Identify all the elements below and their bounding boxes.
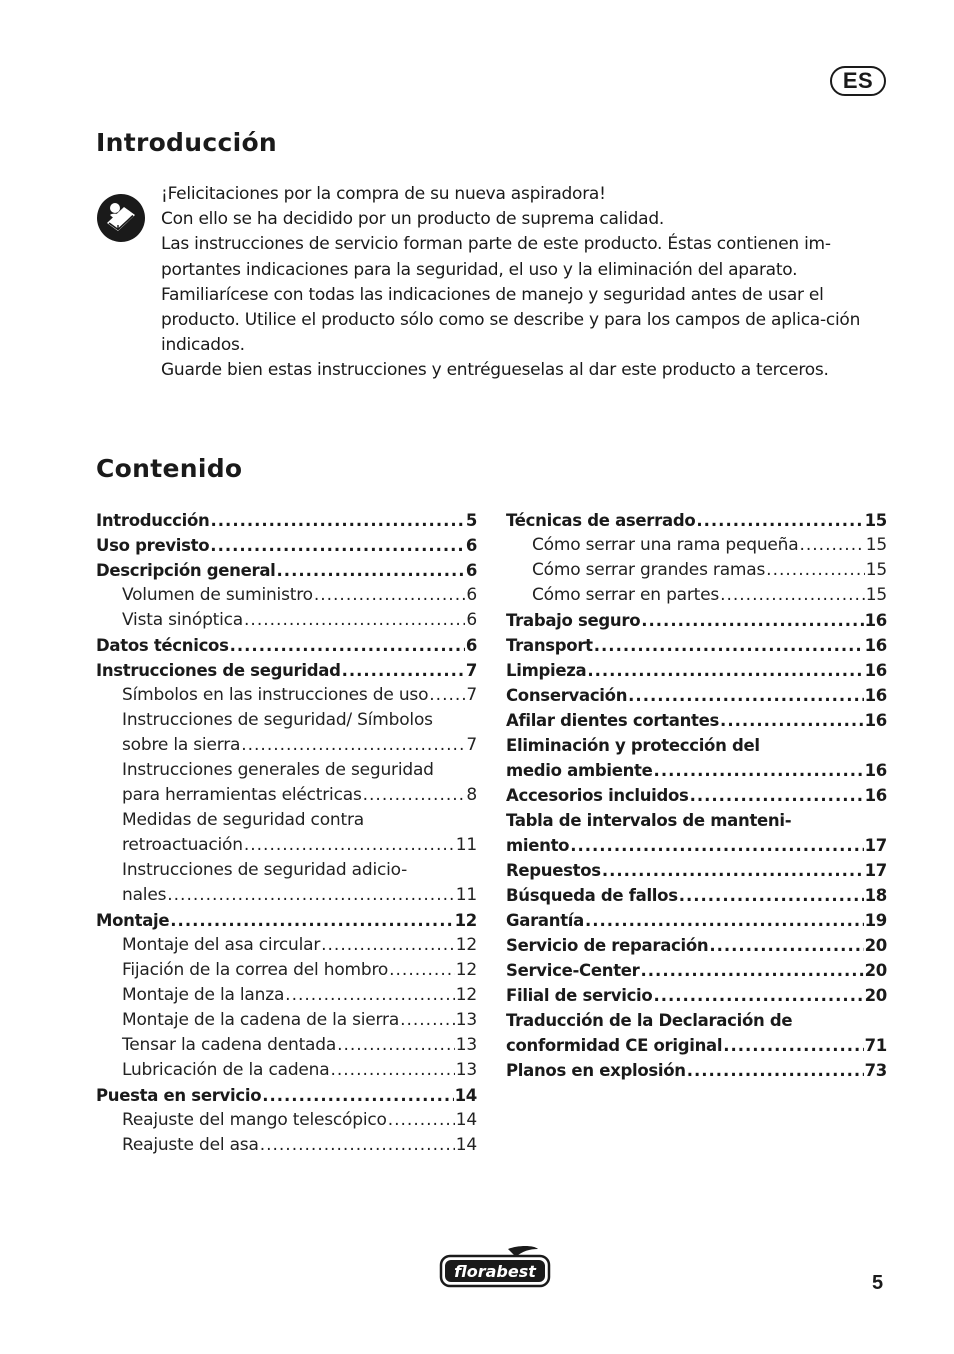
toc-page-number: 11 [455, 885, 477, 905]
toc-entry [96, 633, 477, 658]
toc-entry-title: Eliminación y protección del [506, 736, 760, 755]
toc-page-number: 13 [455, 1010, 477, 1030]
toc-page-number: 13 [455, 1060, 477, 1080]
toc-entry-title: Service-Center [506, 961, 640, 980]
toc-entry-title: Conservación [506, 686, 628, 705]
toc-entry-title: Descripción general [96, 561, 276, 580]
toc-subentry [96, 1058, 477, 1083]
toc-dot-leader [170, 908, 453, 933]
toc-dot-leader [766, 558, 865, 583]
toc-entry [506, 958, 887, 983]
toc-entry-title: Cómo serrar grandes ramas [532, 560, 766, 580]
toc-page-number: 14 [454, 1086, 477, 1105]
toc-subentry [96, 758, 477, 783]
toc-entry [506, 933, 887, 958]
toc-entry [506, 808, 887, 833]
toc-page-number: 20 [864, 986, 887, 1005]
toc-entry [506, 683, 887, 708]
toc-dot-leader [277, 558, 465, 583]
toc-entry [96, 658, 477, 683]
toc-page-number: 12 [454, 911, 477, 930]
toc-entry [506, 733, 887, 758]
toc-subentry [96, 1108, 477, 1133]
toc-dot-leader [594, 633, 864, 658]
toc-entry [506, 908, 887, 933]
toc-dot-leader [720, 583, 865, 608]
florabest-logo [438, 1245, 552, 1289]
toc-entry [96, 1083, 477, 1108]
toc-page-number: 16 [864, 711, 887, 730]
toc-dot-leader [429, 683, 465, 708]
toc-page-number: 12 [455, 960, 477, 980]
toc-dot-leader [641, 608, 863, 633]
toc-page-number: 6 [465, 636, 477, 655]
toc-page-number: 6 [466, 610, 477, 630]
toc-entry-title: miento [506, 836, 570, 855]
toc-page-number: 16 [864, 661, 887, 680]
toc-dot-leader [641, 958, 864, 983]
toc-entry-title: Transport [506, 636, 593, 655]
toc-page-number: 19 [864, 911, 887, 930]
toc-page-number: 8 [466, 785, 477, 805]
toc-entry-title: Técnicas de aserrado [506, 511, 696, 530]
toc-page-number: 16 [864, 686, 887, 705]
toc-dot-leader [241, 733, 465, 758]
toc-page-number: 17 [864, 861, 887, 880]
toc-subentry [96, 1133, 477, 1158]
toc-entry-title: Instrucciones de seguridad/ Símbolos [122, 710, 433, 730]
toc-entry-title: Tensar la cadena dentada [122, 1035, 337, 1055]
toc-entry-title: para herramientas eléctricas [122, 785, 362, 805]
toc-entry-title: Montaje del asa circular [122, 935, 321, 955]
toc-entry [96, 533, 477, 558]
toc-entry [506, 783, 887, 808]
toc-dot-leader [690, 783, 864, 808]
toc-entry [506, 708, 887, 733]
toc-page-number: 12 [455, 935, 477, 955]
toc-dot-leader [337, 1033, 455, 1058]
toc-entry-title: retroactuación [122, 835, 243, 855]
toc-entry [506, 1033, 887, 1058]
toc-entry-title: Lubricación de la cadena [122, 1060, 330, 1080]
toc-dot-leader [260, 1133, 455, 1158]
toc-entry-title: Traducción de la Declaración de [506, 1011, 793, 1030]
intro-paragraph: Guarde bien estas instrucciones y entrégueselas al dar este producto a terceros. [161, 360, 829, 381]
intro-paragraph: Las instrucciones de servicio forman parte de este producto. Éstas contienen im-portantes indicaciones para la seguridad, el uso y la eliminación del aparato. Familiarícese con todas las indicaciones de manejo y seguridad antes de usar el producto. Utilice el producto sólo como se describe y para los campos de aplica-ción indicados. [161, 234, 861, 356]
toc-entry-title: Montaje de la lanza [122, 985, 285, 1005]
toc-entry-title: Reajuste del mango telescópico [122, 1110, 387, 1130]
toc-page-number: 15 [864, 511, 887, 530]
toc-entry-title: Limpieza [506, 661, 587, 680]
toc-page-number: 16 [864, 611, 887, 630]
toc-page-number: 15 [865, 585, 887, 605]
toc-subentry [96, 958, 477, 983]
toc-page-number: 16 [864, 786, 887, 805]
toc-entry-title: Datos técnicos [96, 636, 229, 655]
toc-page-number: 16 [864, 761, 887, 780]
toc-entry-title: Vista sinóptica [122, 610, 244, 630]
toc-entry [96, 558, 477, 583]
toc-entry [506, 1058, 887, 1083]
toc-entry-title: Montaje de la cadena de la sierra [122, 1010, 400, 1030]
toc-page-number: 13 [455, 1035, 477, 1055]
toc-entry-title: Trabajo seguro [506, 611, 641, 630]
toc-page-number: 14 [455, 1135, 477, 1155]
toc-entry [506, 508, 887, 533]
toc-page-number: 7 [466, 685, 477, 705]
toc-dot-leader [679, 883, 864, 908]
toc-page-number: 5 [465, 511, 477, 530]
toc-page-number: 15 [865, 535, 887, 555]
toc-title: Contenido [96, 454, 243, 483]
toc-entry [506, 883, 887, 908]
toc-entry [506, 1008, 887, 1033]
toc-page-number: 7 [465, 661, 477, 680]
toc-entry-title: Accesorios incluidos [506, 786, 689, 805]
toc-dot-leader [321, 933, 455, 958]
toc-entry-title: Instrucciones generales de seguridad [122, 760, 434, 780]
toc-dot-leader [687, 1058, 864, 1083]
toc-subentry [96, 883, 477, 908]
toc-dot-leader [167, 883, 455, 908]
toc-entry-title: Símbolos en las instrucciones de uso [122, 685, 429, 705]
toc-entry [506, 658, 887, 683]
toc-entry-title: nales [122, 885, 167, 905]
toc-page-number: 6 [465, 536, 477, 555]
toc-entry [506, 983, 887, 1008]
toc-dot-leader [602, 858, 864, 883]
toc-entry-title: Puesta en servicio [96, 1086, 262, 1105]
toc-dot-leader [799, 533, 864, 558]
toc-entry-title: medio ambiente [506, 761, 653, 780]
toc-entry-title: Uso previsto [96, 536, 210, 555]
toc-subentry [96, 583, 477, 608]
intro-title: Introducción [96, 128, 278, 157]
toc-dot-leader [587, 658, 863, 683]
toc-page-number: 14 [455, 1110, 477, 1130]
toc-entry-title: Servicio de reparación [506, 936, 709, 955]
toc-entry [96, 908, 477, 933]
toc-entry [506, 608, 887, 633]
language-badge: ES [830, 66, 886, 96]
toc-entry-title: Medidas de seguridad contra [122, 810, 364, 830]
toc-entry-title: Instrucciones de seguridad [96, 661, 341, 680]
toc-entry [506, 633, 887, 658]
toc-dot-leader [262, 1083, 453, 1108]
toc-dot-leader [389, 958, 455, 983]
toc-subentry [96, 983, 477, 1008]
toc-entry-title: Búsqueda de fallos [506, 886, 678, 905]
toc-dot-leader [723, 1033, 863, 1058]
toc-entry-title: Repuestos [506, 861, 601, 880]
toc-left-column [96, 508, 477, 1158]
toc-entry [506, 758, 887, 783]
toc-dot-leader [628, 683, 863, 708]
toc-entry-title: Volumen de suministro [122, 585, 313, 605]
toc-subentry [506, 533, 887, 558]
read-manual-icon [96, 193, 146, 243]
toc-entry [506, 858, 887, 883]
toc-dot-leader [342, 658, 465, 683]
toc-page-number: 6 [465, 561, 477, 580]
toc-subentry [96, 833, 477, 858]
toc-dot-leader [244, 608, 465, 633]
toc-entry-title: Instrucciones de seguridad adicio- [122, 860, 408, 880]
intro-paragraph: ¡Felicitaciones por la compra de su nueva aspiradora! [161, 184, 606, 204]
page-number: 5 [872, 1272, 884, 1294]
toc-entry-title: Afilar dientes cortantes [506, 711, 720, 730]
toc-dot-leader [330, 1058, 454, 1083]
toc-page-number: 12 [455, 985, 477, 1005]
toc-dot-leader [653, 983, 863, 1008]
toc-dot-leader [314, 583, 466, 608]
toc-entry-title: Tabla de intervalos de manteni- [506, 811, 792, 830]
toc-entry-title: Reajuste del asa [122, 1135, 259, 1155]
toc-page-number: 18 [864, 886, 887, 905]
toc-page-number: 6 [466, 585, 477, 605]
toc-entry-title: conformidad CE original [506, 1036, 723, 1055]
toc-subentry [96, 708, 477, 733]
toc-subentry [96, 608, 477, 633]
toc-entry-title: sobre la sierra [122, 735, 241, 755]
toc-entry-title: Cómo serrar en partes [532, 585, 720, 605]
intro-text [161, 182, 891, 384]
toc-page-number: 73 [864, 1061, 887, 1080]
toc-subentry [96, 858, 477, 883]
toc-dot-leader [570, 833, 863, 858]
toc-page-number: 15 [865, 560, 887, 580]
toc-dot-leader [244, 833, 455, 858]
toc-subentry [506, 583, 887, 608]
toc-subentry [96, 683, 477, 708]
toc-dot-leader [400, 1008, 455, 1033]
toc-page-number: 7 [466, 735, 477, 755]
toc-entry-title: Filial de servicio [506, 986, 653, 1005]
toc-dot-leader [363, 783, 466, 808]
toc-page-number: 16 [864, 636, 887, 655]
toc-entry [506, 833, 887, 858]
toc-dot-leader [696, 508, 863, 533]
toc-page-number: 11 [455, 835, 477, 855]
toc-entry-title: Cómo serrar una rama pequeña [532, 535, 799, 555]
toc-dot-leader [388, 1108, 455, 1133]
toc-page-number: 20 [864, 936, 887, 955]
toc-entry [96, 508, 477, 533]
toc-entry-title: Introducción [96, 511, 210, 530]
toc-subentry [96, 783, 477, 808]
toc-dot-leader [230, 633, 465, 658]
toc-subentry [506, 558, 887, 583]
toc-entry-title: Montaje [96, 911, 170, 930]
toc-dot-leader [210, 533, 465, 558]
logo-text: florabest [454, 1262, 536, 1281]
toc-entry-title: Fijación de la correa del hombro [122, 960, 389, 980]
toc-dot-leader [211, 508, 465, 533]
toc-page-number: 71 [864, 1036, 887, 1055]
intro-paragraph: Con ello se ha decidido por un producto de suprema calidad. [161, 209, 665, 230]
toc-subentry [96, 733, 477, 758]
toc-subentry [96, 1008, 477, 1033]
toc-subentry [96, 933, 477, 958]
toc-dot-leader [585, 908, 864, 933]
toc-page-number: 20 [864, 961, 887, 980]
toc-subentry [96, 808, 477, 833]
toc-subentry [96, 1033, 477, 1058]
toc-dot-leader [285, 983, 455, 1008]
toc-right-column [506, 508, 887, 1083]
toc-dot-leader [654, 758, 864, 783]
toc-entry-title: Planos en explosión [506, 1061, 686, 1080]
toc-dot-leader [720, 708, 864, 733]
toc-page-number: 17 [864, 836, 887, 855]
toc-entry-title: Garantía [506, 911, 584, 930]
toc-dot-leader [709, 933, 863, 958]
